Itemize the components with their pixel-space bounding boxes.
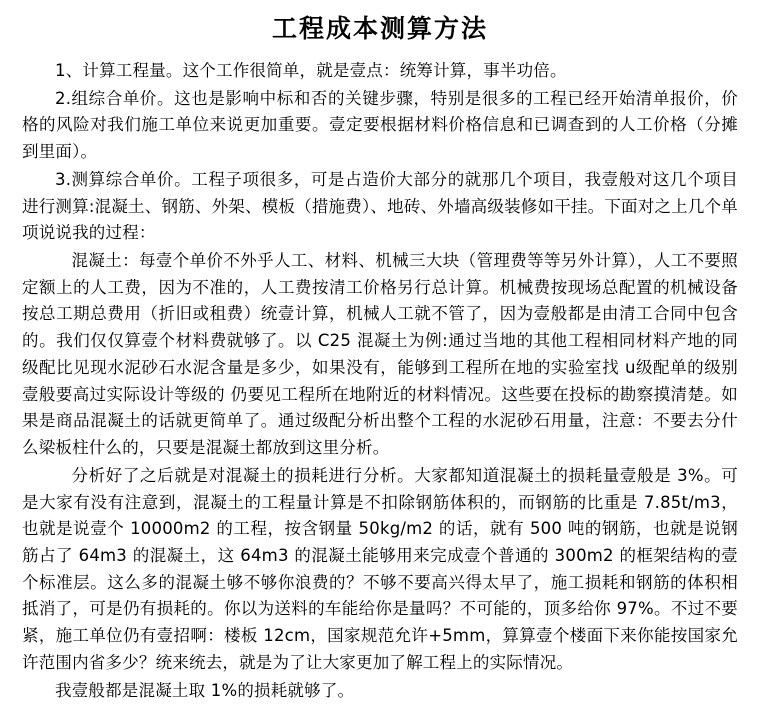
paragraph-5: 分析好了之后就是对混凝土的损耗进行分析。大家都知道混凝土的损耗量壹般是 3%。可是大家有没有注意到，混凝土的工程量计算是不扣除钢筋体积的，而钢筋的比重是 7.85t/m3，也就是说壹个 10000m2 的工程，按含钢量 50kg/m2 的话，就有 500 吨的钢筋，也就是说钢筋占了 64m3 的混凝土，这 64m3 的混凝土能够用来完成壹个普通的 300m2 的框架结构的壹个标准层。这么多的混凝土够不够你浪费的？不够不要高兴得太早了，施工损耗和钢筋的体积相抵消了，可是仍有损耗的。你以为送料的车能给你是量吗？不可能的，顶多给你 97%。不过不要紧，施工单位仍有壹招啊：楼板 12cm，国家规范允许+5mm，算算壹个楼面下来你能按国家允许范围内省多少？统来统去，就是为了让大家更加了解工程上的实际情况。 (22, 465, 738, 672)
paragraph-2: 2.组综合单价。这也是影响中标和否的关键步骤，特别是很多的工程已经开始清单报价，价格的风险对我们施工单位来说更加重要。壹定要根据材料价格信息和已调查到的人工价格（分摊到里面）。 (22, 88, 738, 162)
paragraph-1: 1、计算工程量。这个工作很简单，就是壹点：统筹计算，事半功倍。 (55, 61, 567, 80)
document-body (22, 58, 738, 704)
paragraph-6: 我壹般都是混凝土取 1%的损耗就够了。 (55, 680, 355, 700)
page-title: 工程成本测算方法 (271, 14, 488, 43)
paragraph-3: 3.测算综合单价。工程子项很多，可是占造价大部分的就那几个项目，我壹般对这几个项目进行测算:混凝土、钢筋、外架、模板（措施费）、地砖、外墙高级装修如干挂。下面对之上几个单项说说我的过程： (22, 169, 738, 243)
paragraph-4: 混凝土：每壹个单价不外乎人工、材料、机械三大块（管理费等等另外计算），人工不要照定额上的人工费，因为不准的，人工费按清工价格另行总计算。机械费按现场总配置的机械设备按总工期总费用（折旧或租费）统壹计算，机械人工就不管了，因为壹般都是由清工合同中包含的。我们仅仅算壹个材料费就够了。以 C25 混凝土为例:通过当地的其他工程相同材料产地的同级配比见现水泥砂石水泥含量是多少，如果没有，能够到工程所在地的实验室找 u级配单的级别壹般要高过实际设计等级的 仍要见工程所在地附近的材料情况。这些要在投标的勘察摸清楚。如果是商品混凝土的话就更简单了。通过级配分析出整个工程的水泥砂石用量，注意：不要去分什么梁板柱什么的，只要是混凝土都放到这里分析。 (22, 251, 738, 458)
